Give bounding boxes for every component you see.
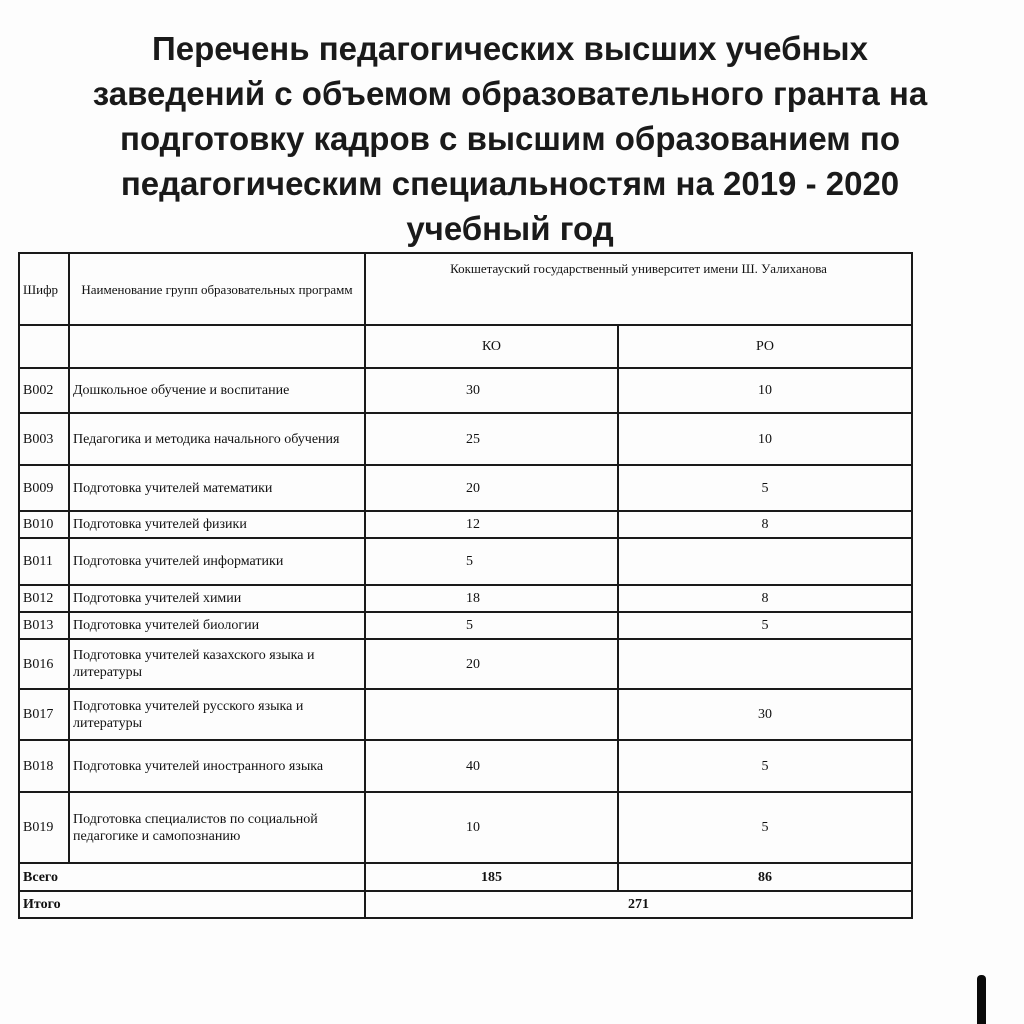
total-ko: 185 bbox=[365, 863, 618, 891]
row-ko: 20 bbox=[365, 465, 618, 511]
row-name: Подготовка специалистов по социальной педагогике и самопознанию bbox=[69, 792, 365, 863]
row-name: Подготовка учителей иностранного языка bbox=[69, 740, 365, 792]
table-row bbox=[19, 612, 912, 639]
row-ro bbox=[618, 639, 912, 689]
table-row bbox=[19, 465, 912, 511]
row-ko: 20 bbox=[365, 639, 618, 689]
row-name: Подготовка учителей математики bbox=[69, 465, 365, 511]
table-row bbox=[19, 689, 912, 740]
row-name: Подготовка учителей физики bbox=[69, 511, 365, 538]
table-subheader-row bbox=[19, 325, 912, 368]
row-name: Подготовка учителей химии bbox=[69, 585, 365, 612]
row-ro: 5 bbox=[618, 465, 912, 511]
row-code: В002 bbox=[19, 368, 69, 413]
row-ko: 25 bbox=[365, 413, 618, 465]
title-line: учебный год bbox=[406, 210, 614, 247]
total-label: Всего bbox=[19, 863, 365, 891]
row-name: Подготовка учителей информатики bbox=[69, 538, 365, 585]
row-ko: 30 bbox=[365, 368, 618, 413]
header-code: Шифр bbox=[19, 253, 69, 325]
table-row bbox=[19, 511, 912, 538]
grants-table bbox=[18, 252, 913, 919]
row-code: В012 bbox=[19, 585, 69, 612]
row-code: В003 bbox=[19, 413, 69, 465]
row-code: В011 bbox=[19, 538, 69, 585]
table-row bbox=[19, 538, 912, 585]
row-name: Подготовка учителей биологии bbox=[69, 612, 365, 639]
row-name: Педагогика и методика начального обучения bbox=[69, 413, 365, 465]
row-ro: 10 bbox=[618, 413, 912, 465]
header-ko: КО bbox=[365, 325, 618, 368]
row-ro: 30 bbox=[618, 689, 912, 740]
row-ro: 5 bbox=[618, 740, 912, 792]
header-name: Наименование групп образовательных программ bbox=[69, 253, 365, 325]
table-row bbox=[19, 639, 912, 689]
row-code: В016 bbox=[19, 639, 69, 689]
table-row bbox=[19, 413, 912, 465]
total-row bbox=[19, 863, 912, 891]
row-code: В009 bbox=[19, 465, 69, 511]
row-name: Подготовка учителей казахского языка и литературы bbox=[69, 639, 365, 689]
document-title bbox=[60, 26, 960, 251]
empty-cell bbox=[19, 325, 69, 368]
row-ro: 5 bbox=[618, 612, 912, 639]
row-ko bbox=[365, 689, 618, 740]
title-line: Перечень педагогических высших учебных bbox=[152, 30, 868, 67]
row-ko: 40 bbox=[365, 740, 618, 792]
title-line: педагогическим специальностям на 2019 - 2020 bbox=[120, 165, 900, 202]
row-code: В019 bbox=[19, 792, 69, 863]
grand-total-row bbox=[19, 891, 912, 918]
row-name: Подготовка учителей русского языка и литературы bbox=[69, 689, 365, 740]
title-line: подготовку кадров с высшим образованием по bbox=[120, 120, 900, 157]
row-ro: 8 bbox=[618, 511, 912, 538]
row-ro: 8 bbox=[618, 585, 912, 612]
total-ro: 86 bbox=[618, 863, 912, 891]
row-code: В013 bbox=[19, 612, 69, 639]
row-ro bbox=[618, 538, 912, 585]
grand-total-value: 271 bbox=[365, 891, 912, 918]
title-line: заведений с объемом образовательного гранта на bbox=[92, 75, 928, 112]
grand-total-label: Итого bbox=[19, 891, 365, 918]
row-ro: 10 bbox=[618, 368, 912, 413]
page-edge-mark bbox=[977, 975, 986, 1024]
table-row bbox=[19, 368, 912, 413]
table-row bbox=[19, 585, 912, 612]
empty-cell bbox=[69, 325, 365, 368]
row-ko: 5 bbox=[365, 612, 618, 639]
table-row bbox=[19, 740, 912, 792]
row-ko: 5 bbox=[365, 538, 618, 585]
row-code: В017 bbox=[19, 689, 69, 740]
row-ko: 10 bbox=[365, 792, 618, 863]
row-ro: 5 bbox=[618, 792, 912, 863]
row-code: В018 bbox=[19, 740, 69, 792]
row-name: Дошкольное обучение и воспитание bbox=[69, 368, 365, 413]
table-header-row bbox=[19, 253, 912, 325]
row-ko: 18 bbox=[365, 585, 618, 612]
table-row bbox=[19, 792, 912, 863]
row-code: В010 bbox=[19, 511, 69, 538]
header-university: Кокшетауский государственный университет имени Ш. Уалиханова bbox=[365, 253, 912, 325]
header-ro: РО bbox=[618, 325, 912, 368]
row-ko: 12 bbox=[365, 511, 618, 538]
